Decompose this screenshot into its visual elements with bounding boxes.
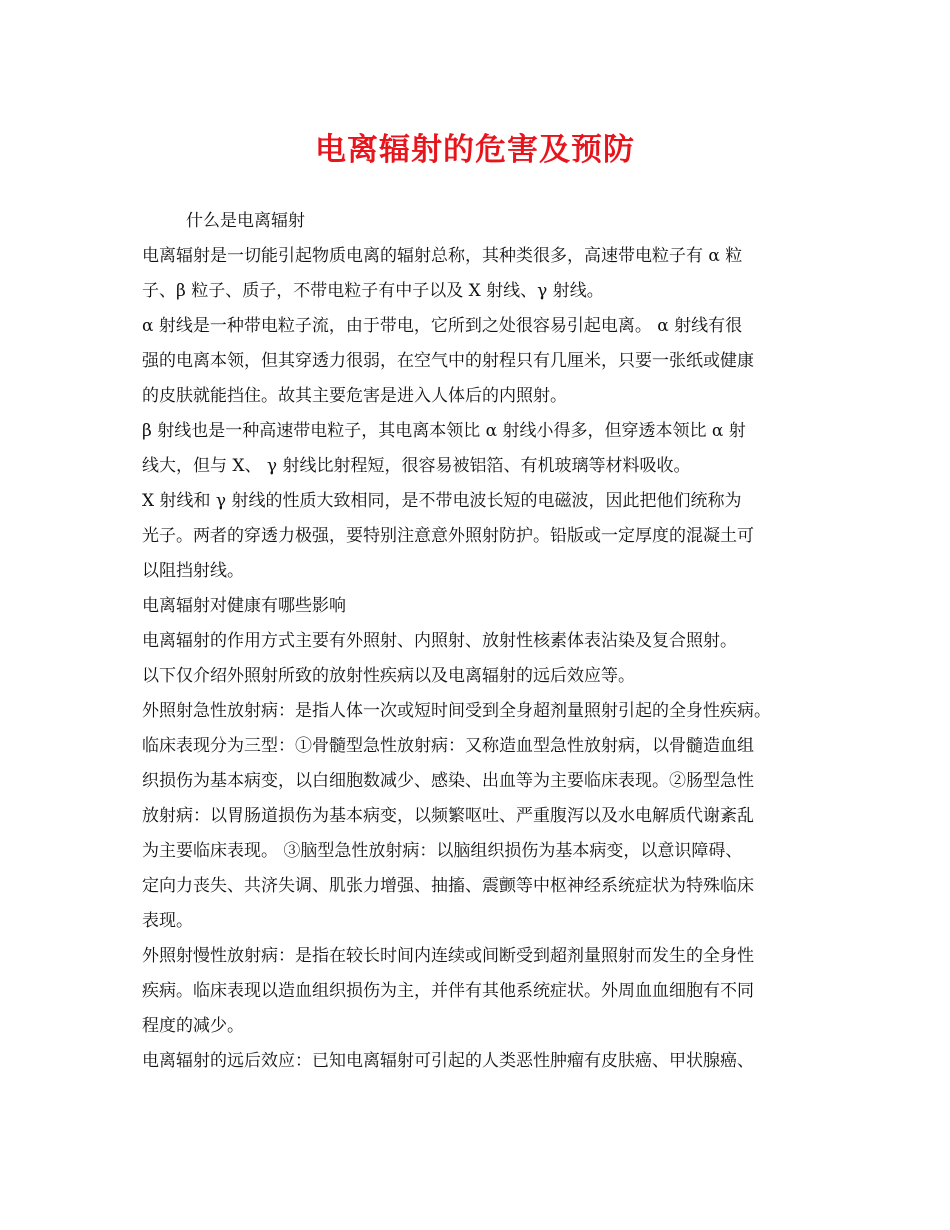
text-line: 电离辐射是一切能引起物质电离的辐射总称，其种类很多，高速带电粒子有 α 粒 [142, 246, 743, 266]
section-heading: 电离辐射对健康有哪些影响 [142, 596, 346, 616]
text-line: 强的电离本领，但其穿透力很弱，在空气中的射程只有几厘米，只要一张纸或健康 [142, 351, 754, 371]
text-line: 放射病：以胃肠道损伤为基本病变，以频繁呕吐、严重腹泻以及水电解质代谢紊乱 [142, 806, 754, 826]
text-line: 临床表现分为三型：①骨髓型急性放射病：又称造血型急性放射病，以骨髓造血组 [142, 736, 754, 756]
text-line: 为主要临床表现。 ③脑型急性放射病：以脑组织损伤为基本病变，以意识障碍、 [142, 841, 743, 861]
text-line: β 射线也是一种高速带电粒子，其电离本领比 α 射线小得多，但穿透本领比 α 射 [142, 421, 746, 441]
text-line: 以阻挡射线。 [142, 561, 244, 581]
text-line: 光子。两者的穿透力极强，要特别注意意外照射防护。铅版或一定厚度的混凝土可 [142, 526, 754, 546]
text-line: 定向力丧失、共济失调、肌张力增强、抽搐、震颤等中枢神经系统症状为特殊临床 [142, 876, 754, 896]
text-line: 线大，但与 X、 γ 射线比射程短，很容易被铝箔、有机玻璃等材料吸收。 [142, 456, 691, 476]
section-heading: 什么是电离辐射 [186, 211, 305, 231]
text-line: 疾病。临床表现以造血组织损伤为主，并伴有其他系统症状。外周血血细胞有不同 [142, 981, 754, 1001]
text-line: 表现。 [142, 911, 193, 931]
text-line: 电离辐射的远后效应：已知电离辐射可引起的人类恶性肿瘤有皮肤癌、甲状腺癌、 [142, 1051, 754, 1071]
text-line: 子、β 粒子、质子，不带电粒子有中子以及 X 射线、γ 射线。 [142, 281, 604, 301]
text-line: α 射线是一种带电粒子流，由于带电，它所到之处很容易引起电离。 α 射线有很 [142, 316, 743, 336]
text-line: 电离辐射的作用方式主要有外照射、内照射、放射性核素体表沾染及复合照射。 [142, 631, 737, 651]
text-line: 的皮肤就能挡住。故其主要危害是进入人体后的内照射。 [142, 386, 567, 406]
text-line: 以下仅介绍外照射所致的放射性疾病以及电离辐射的远后效应等。 [142, 666, 635, 686]
document-body [142, 204, 832, 1079]
document-title: 电离辐射的危害及预防 [315, 132, 635, 168]
text-line: 程度的减少。 [142, 1016, 244, 1036]
text-line: X 射线和 γ 射线的性质大致相同，是不带电波长短的电磁波，因此把他们统称为 [142, 491, 742, 511]
text-line: 外照射急性放射病：是指人体一次或短时间受到全身超剂量照射引起的全身性疾病。 [142, 701, 771, 721]
text-line: 织损伤为基本病变，以白细胞数减少、感染、出血等为主要临床表现。②肠型急性 [142, 771, 754, 791]
text-line: 外照射慢性放射病：是指在较长时间内连续或间断受到超剂量照射而发生的全身性 [142, 946, 754, 966]
